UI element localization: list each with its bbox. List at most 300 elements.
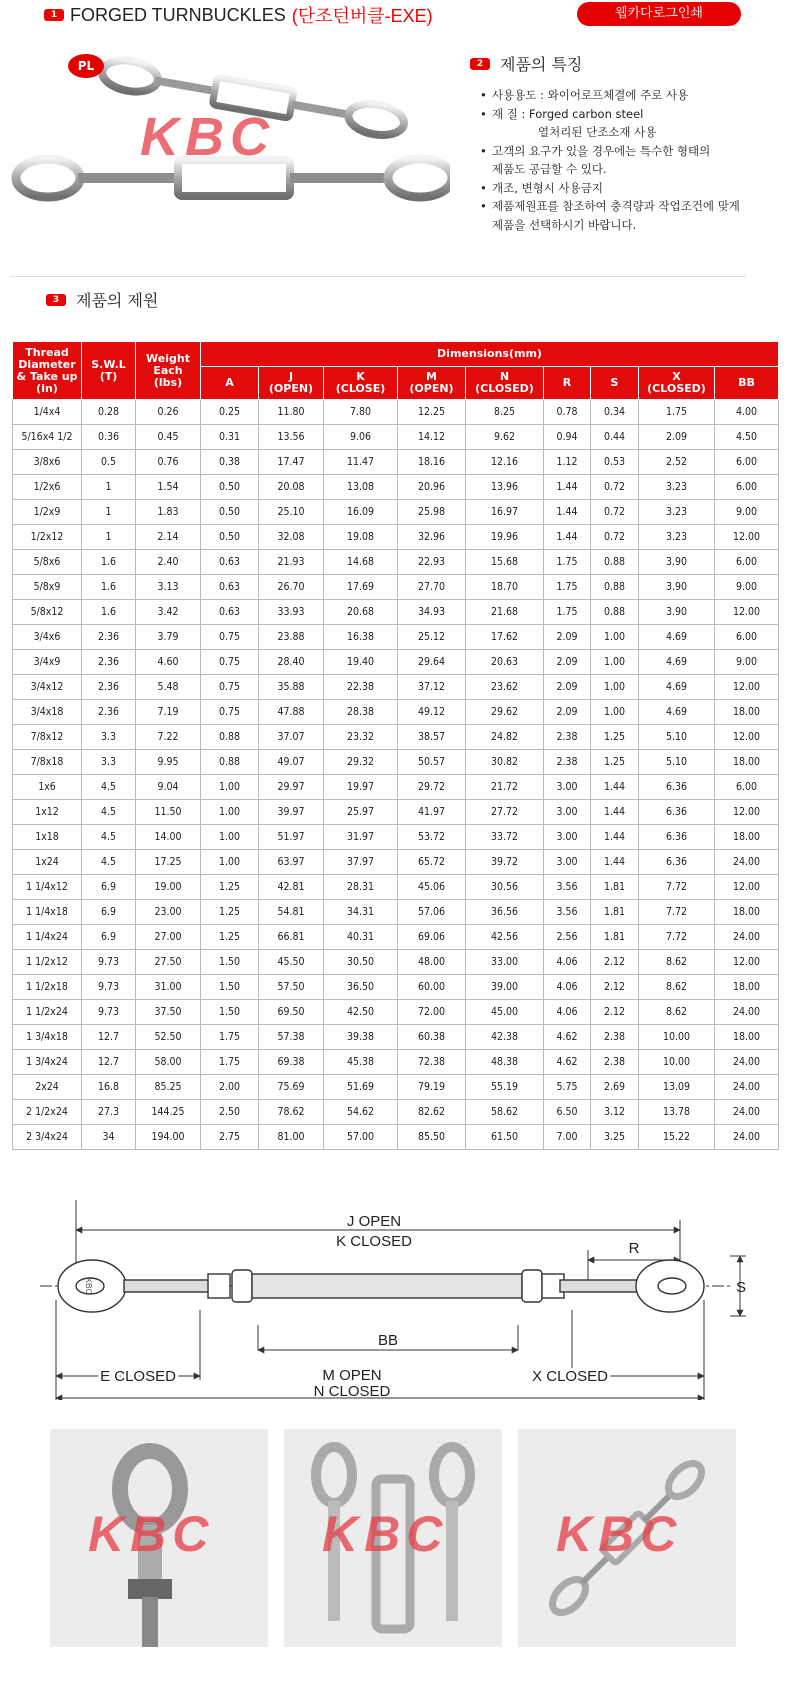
table-cell: 9.04: [136, 775, 201, 800]
section-badge-1: 1: [44, 9, 64, 21]
table-cell: 1 1/2x12: [13, 950, 82, 975]
table-cell: 3.00: [544, 800, 591, 825]
table-cell: 34.31: [324, 900, 398, 925]
table-cell: 9.62: [466, 425, 544, 450]
table-row: [13, 1100, 779, 1125]
label-j-open: J OPEN: [346, 1213, 402, 1230]
table-cell: 0.88: [591, 550, 639, 575]
table-cell: 3.13: [136, 575, 201, 600]
table-cell: 31.97: [324, 825, 398, 850]
table-cell: 57.00: [324, 1125, 398, 1150]
table-cell: 51.69: [324, 1075, 398, 1100]
table-cell: 42.56: [466, 925, 544, 950]
kbc-watermark: KBC: [322, 1506, 449, 1562]
table-cell: 57.06: [398, 900, 466, 925]
table-cell: 69.06: [398, 925, 466, 950]
table-cell: 1.00: [591, 650, 639, 675]
feature-item: • 제품제원표를 참조하여 충격량과 작업조건에 맞게: [480, 197, 780, 216]
table-row: [13, 1125, 779, 1150]
dimension-diagram: [40, 1200, 760, 1400]
table-cell: 32.96: [398, 525, 466, 550]
table-cell: 1x6: [13, 775, 82, 800]
table-cell: 37.97: [324, 850, 398, 875]
table-cell: 13.78: [639, 1100, 715, 1125]
table-cell: 25.98: [398, 500, 466, 525]
col-header-dim: M (OPEN): [398, 367, 466, 400]
table-cell: 0.72: [591, 500, 639, 525]
table-cell: 54.81: [259, 900, 324, 925]
table-cell: 12.00: [715, 525, 779, 550]
table-cell: 24.82: [466, 725, 544, 750]
print-catalog-button[interactable]: 웹카다로그인쇄: [577, 2, 741, 26]
table-cell: 12.7: [82, 1050, 136, 1075]
table-cell: 19.00: [136, 875, 201, 900]
table-cell: 23.32: [324, 725, 398, 750]
table-cell: 0.34: [591, 400, 639, 425]
table-cell: 21.68: [466, 600, 544, 625]
feature-item-cont: 제품도 공급할 수 있다.: [492, 162, 607, 176]
table-cell: 39.72: [466, 850, 544, 875]
table-cell: 25.10: [259, 500, 324, 525]
table-cell: 17.62: [466, 625, 544, 650]
table-cell: 1.25: [591, 750, 639, 775]
table-cell: 3/4x12: [13, 675, 82, 700]
col-header-dim: X (CLOSED): [639, 367, 715, 400]
table-cell: 18.00: [715, 700, 779, 725]
eye-mark: KBC: [84, 1277, 93, 1295]
label-e-closed: E CLOSED: [100, 1368, 176, 1385]
features-list: [480, 86, 780, 234]
table-cell: 0.45: [136, 425, 201, 450]
table-cell: 39.38: [324, 1025, 398, 1050]
table-cell: 9.00: [715, 650, 779, 675]
label-s: S: [736, 1279, 747, 1296]
table-row: [13, 475, 779, 500]
table-cell: 1.75: [201, 1025, 259, 1050]
label-m-open: M OPEN: [322, 1367, 382, 1384]
table-cell: 4.5: [82, 850, 136, 875]
spec-table-body: [13, 400, 779, 1150]
table-cell: 11.80: [259, 400, 324, 425]
table-cell: 5.48: [136, 675, 201, 700]
table-cell: 50.57: [398, 750, 466, 775]
col-header-swl: S.W.L (T): [82, 342, 136, 400]
table-cell: 2.14: [136, 525, 201, 550]
table-row: [13, 800, 779, 825]
col-header-dimensions: Dimensions(mm): [201, 342, 779, 367]
table-cell: 11.50: [136, 800, 201, 825]
table-row: [13, 625, 779, 650]
feature-item-cont: 열처리된 단조소재 사용: [538, 125, 657, 139]
table-cell: 1.25: [201, 925, 259, 950]
table-row: [13, 700, 779, 725]
table-cell: 1.81: [591, 900, 639, 925]
table-cell: 6.36: [639, 775, 715, 800]
col-header-dim: R: [544, 367, 591, 400]
table-cell: 14.00: [136, 825, 201, 850]
table-cell: 40.31: [324, 925, 398, 950]
table-row: [13, 400, 779, 425]
table-cell: 51.97: [259, 825, 324, 850]
table-cell: 29.64: [398, 650, 466, 675]
table-cell: 45.06: [398, 875, 466, 900]
table-cell: 12.00: [715, 875, 779, 900]
table-cell: 20.68: [324, 600, 398, 625]
table-cell: 82.62: [398, 1100, 466, 1125]
table-cell: 5/8x12: [13, 600, 82, 625]
table-cell: 1.75: [544, 550, 591, 575]
table-cell: 36.56: [466, 900, 544, 925]
table-cell: 9.95: [136, 750, 201, 775]
col-header-dim: N (CLOSED): [466, 367, 544, 400]
table-cell: 24.00: [715, 1100, 779, 1125]
spec-table: [12, 341, 779, 1150]
label-n-closed: N CLOSED: [313, 1383, 391, 1400]
table-cell: 8.62: [639, 975, 715, 1000]
table-cell: 49.12: [398, 700, 466, 725]
table-cell: 5/8x6: [13, 550, 82, 575]
col-header-dim: A: [201, 367, 259, 400]
table-cell: 0.94: [544, 425, 591, 450]
col-header-dim: K (CLOSE): [324, 367, 398, 400]
table-cell: 16.97: [466, 500, 544, 525]
product-photo-eye: [50, 1429, 268, 1647]
table-cell: 18.70: [466, 575, 544, 600]
table-cell: 18.00: [715, 975, 779, 1000]
table-row: [13, 550, 779, 575]
table-cell: 29.72: [398, 775, 466, 800]
kbc-watermark: KBC: [88, 1506, 215, 1562]
table-cell: 1.83: [136, 500, 201, 525]
table-cell: 47.88: [259, 700, 324, 725]
table-row: [13, 650, 779, 675]
feature-item-cont: 제품을 선택하시기 바랍니다.: [492, 217, 637, 232]
table-cell: 36.50: [324, 975, 398, 1000]
table-cell: 69.50: [259, 1000, 324, 1025]
table-cell: 3.56: [544, 900, 591, 925]
table-cell: 0.88: [201, 725, 259, 750]
table-cell: 20.08: [259, 475, 324, 500]
table-cell: 20.96: [398, 475, 466, 500]
table-cell: 2.00: [201, 1075, 259, 1100]
table-cell: 1.25: [201, 900, 259, 925]
table-cell: 2 3/4x24: [13, 1125, 82, 1150]
table-cell: 1.44: [591, 825, 639, 850]
table-row: [13, 450, 779, 475]
table-row: [13, 575, 779, 600]
table-cell: 1.00: [201, 775, 259, 800]
table-cell: 12.7: [82, 1025, 136, 1050]
table-cell: 19.97: [324, 775, 398, 800]
table-cell: 0.50: [201, 500, 259, 525]
table-row: [13, 900, 779, 925]
table-cell: 13.09: [639, 1075, 715, 1100]
table-cell: 1 3/4x18: [13, 1025, 82, 1050]
table-cell: 3.00: [544, 775, 591, 800]
table-cell: 0.75: [201, 700, 259, 725]
table-cell: 4.62: [544, 1025, 591, 1050]
table-row: [13, 825, 779, 850]
table-cell: 4.62: [544, 1050, 591, 1075]
table-cell: 2 1/2x24: [13, 1100, 82, 1125]
table-cell: 27.72: [466, 800, 544, 825]
table-cell: 29.97: [259, 775, 324, 800]
table-row: [13, 875, 779, 900]
table-cell: 0.36: [82, 425, 136, 450]
table-cell: 12.16: [466, 450, 544, 475]
table-cell: 1/4x4: [13, 400, 82, 425]
table-cell: 29.62: [466, 700, 544, 725]
table-cell: 9.00: [715, 575, 779, 600]
table-cell: 42.50: [324, 1000, 398, 1025]
product-photo-assembled: [518, 1429, 736, 1647]
table-cell: 66.81: [259, 925, 324, 950]
table-cell: 18.00: [715, 900, 779, 925]
table-cell: 6.50: [544, 1100, 591, 1125]
table-cell: 6.00: [715, 625, 779, 650]
table-cell: 45.00: [466, 1000, 544, 1025]
table-cell: 3/4x6: [13, 625, 82, 650]
features-title: 제품의 특징: [500, 55, 583, 74]
table-row: [13, 1025, 779, 1050]
table-cell: 60.00: [398, 975, 466, 1000]
table-cell: 6.9: [82, 875, 136, 900]
table-cell: 5.10: [639, 750, 715, 775]
table-row: [13, 725, 779, 750]
table-cell: 20.63: [466, 650, 544, 675]
table-cell: 0.78: [544, 400, 591, 425]
table-cell: 4.06: [544, 1000, 591, 1025]
table-cell: 1.00: [591, 675, 639, 700]
table-cell: 1.6: [82, 600, 136, 625]
table-row: [13, 1050, 779, 1075]
table-cell: 4.5: [82, 775, 136, 800]
table-cell: 2.38: [544, 725, 591, 750]
table-cell: 58.62: [466, 1100, 544, 1125]
table-cell: 16.09: [324, 500, 398, 525]
table-cell: 37.12: [398, 675, 466, 700]
col-header-thread: Thread Diameter & Take up (in): [13, 342, 82, 400]
table-cell: 52.50: [136, 1025, 201, 1050]
table-cell: 18.00: [715, 750, 779, 775]
table-cell: 25.12: [398, 625, 466, 650]
table-cell: 22.38: [324, 675, 398, 700]
table-row: [13, 775, 779, 800]
table-cell: 29.32: [324, 750, 398, 775]
table-cell: 10.00: [639, 1050, 715, 1075]
features-heading: [470, 52, 582, 75]
section-badge-3: 3: [46, 294, 66, 306]
table-cell: 0.88: [591, 575, 639, 600]
label-r: R: [628, 1240, 640, 1257]
table-cell: 31.00: [136, 975, 201, 1000]
table-cell: 27.3: [82, 1100, 136, 1125]
table-cell: 4.69: [639, 675, 715, 700]
table-cell: 13.08: [324, 475, 398, 500]
table-cell: 6.9: [82, 925, 136, 950]
table-cell: 0.72: [591, 525, 639, 550]
table-cell: 30.56: [466, 875, 544, 900]
table-cell: 1.44: [544, 525, 591, 550]
table-cell: 18.00: [715, 825, 779, 850]
table-cell: 4.06: [544, 950, 591, 975]
table-cell: 78.62: [259, 1100, 324, 1125]
table-cell: 2.52: [639, 450, 715, 475]
table-cell: 3.90: [639, 575, 715, 600]
section-badge-2: 2: [470, 58, 490, 70]
col-header-dim: BB: [715, 367, 779, 400]
table-cell: 0.25: [201, 400, 259, 425]
table-cell: 1: [82, 475, 136, 500]
table-cell: 2.38: [544, 750, 591, 775]
table-cell: 28.38: [324, 700, 398, 725]
table-cell: 81.00: [259, 1125, 324, 1150]
table-cell: 34.93: [398, 600, 466, 625]
table-cell: 12.25: [398, 400, 466, 425]
table-cell: 7/8x18: [13, 750, 82, 775]
table-cell: 19.96: [466, 525, 544, 550]
table-cell: 5/16x4 1/2: [13, 425, 82, 450]
table-cell: 2.36: [82, 625, 136, 650]
table-cell: 85.25: [136, 1075, 201, 1100]
table-row: [13, 525, 779, 550]
table-cell: 3/4x9: [13, 650, 82, 675]
table-cell: 3.3: [82, 750, 136, 775]
table-cell: 2.12: [591, 950, 639, 975]
table-cell: 0.75: [201, 675, 259, 700]
table-cell: 23.00: [136, 900, 201, 925]
table-cell: 194.00: [136, 1125, 201, 1150]
table-row: [13, 425, 779, 450]
table-cell: 5.10: [639, 725, 715, 750]
table-cell: 19.08: [324, 525, 398, 550]
table-cell: 3.23: [639, 525, 715, 550]
table-cell: 55.19: [466, 1075, 544, 1100]
table-cell: 0.88: [201, 750, 259, 775]
table-cell: 13.96: [466, 475, 544, 500]
table-cell: 8.62: [639, 950, 715, 975]
table-cell: 6.00: [715, 775, 779, 800]
table-cell: 2.69: [591, 1075, 639, 1100]
table-cell: 7.80: [324, 400, 398, 425]
table-cell: 24.00: [715, 1125, 779, 1150]
table-row: [13, 500, 779, 525]
table-cell: 1.6: [82, 550, 136, 575]
table-cell: 0.50: [201, 525, 259, 550]
specs-heading: [46, 288, 158, 311]
table-cell: 4.5: [82, 800, 136, 825]
table-cell: 9.00: [715, 500, 779, 525]
table-cell: 9.73: [82, 950, 136, 975]
table-cell: 12.00: [715, 725, 779, 750]
table-cell: 3.3: [82, 725, 136, 750]
table-cell: 7/8x12: [13, 725, 82, 750]
page-title: FORGED TURNBUCKLES: [70, 4, 286, 25]
kbc-watermark: KBC: [140, 107, 275, 167]
table-row: [13, 1000, 779, 1025]
table-cell: 15.22: [639, 1125, 715, 1150]
table-cell: 2.56: [544, 925, 591, 950]
table-row: [13, 925, 779, 950]
table-cell: 42.81: [259, 875, 324, 900]
table-row: [13, 975, 779, 1000]
table-cell: 2.40: [136, 550, 201, 575]
table-cell: 85.50: [398, 1125, 466, 1150]
table-cell: 4.5: [82, 825, 136, 850]
table-cell: 39.00: [466, 975, 544, 1000]
table-cell: 2.09: [544, 650, 591, 675]
label-bb: BB: [377, 1332, 399, 1349]
table-cell: 1 1/4x12: [13, 875, 82, 900]
table-cell: 1/2x6: [13, 475, 82, 500]
table-cell: 0.72: [591, 475, 639, 500]
table-cell: 0.76: [136, 450, 201, 475]
table-cell: 8.62: [639, 1000, 715, 1025]
turnbuckle-diagram-icon: [40, 1200, 760, 1400]
table-cell: 1 3/4x24: [13, 1050, 82, 1075]
table-cell: 4.69: [639, 650, 715, 675]
table-row: [13, 950, 779, 975]
hero-product-image: [10, 38, 450, 260]
table-cell: 41.97: [398, 800, 466, 825]
table-cell: 3.56: [544, 875, 591, 900]
table-cell: 65.72: [398, 850, 466, 875]
table-cell: 39.97: [259, 800, 324, 825]
table-cell: 45.38: [324, 1050, 398, 1075]
table-cell: 22.93: [398, 550, 466, 575]
table-cell: 6.00: [715, 475, 779, 500]
table-cell: 2.38: [591, 1025, 639, 1050]
table-cell: 1.00: [201, 800, 259, 825]
table-cell: 3.42: [136, 600, 201, 625]
table-cell: 9.06: [324, 425, 398, 450]
table-cell: 1.54: [136, 475, 201, 500]
table-cell: 2.09: [544, 700, 591, 725]
table-cell: 0.88: [591, 600, 639, 625]
table-cell: 2.12: [591, 975, 639, 1000]
table-cell: 18.00: [715, 1025, 779, 1050]
table-cell: 8.25: [466, 400, 544, 425]
table-cell: 1.50: [201, 950, 259, 975]
table-cell: 1.75: [544, 575, 591, 600]
table-cell: 3/8x6: [13, 450, 82, 475]
table-cell: 1.44: [591, 775, 639, 800]
feature-item: • 개조, 변형시 사용금지: [480, 179, 780, 198]
table-cell: 1.25: [591, 725, 639, 750]
table-cell: 26.70: [259, 575, 324, 600]
table-cell: 1.00: [201, 825, 259, 850]
table-cell: 2.75: [201, 1125, 259, 1150]
table-cell: 6.9: [82, 900, 136, 925]
table-cell: 1x18: [13, 825, 82, 850]
table-cell: 2.09: [544, 625, 591, 650]
table-cell: 4.69: [639, 625, 715, 650]
feature-item: • 재 질 : Forged carbon steel: [480, 105, 780, 124]
table-cell: 24.00: [715, 925, 779, 950]
table-cell: 24.00: [715, 1075, 779, 1100]
table-cell: 1.44: [544, 500, 591, 525]
feature-item: • 사용용도 : 와이어로프체결에 주로 사용: [480, 86, 780, 105]
table-cell: 35.88: [259, 675, 324, 700]
table-row: [13, 1075, 779, 1100]
table-cell: 0.50: [201, 475, 259, 500]
table-cell: 1: [82, 525, 136, 550]
table-cell: 12.00: [715, 600, 779, 625]
table-cell: 0.38: [201, 450, 259, 475]
table-cell: 53.72: [398, 825, 466, 850]
table-cell: 1 1/2x18: [13, 975, 82, 1000]
table-cell: 27.70: [398, 575, 466, 600]
